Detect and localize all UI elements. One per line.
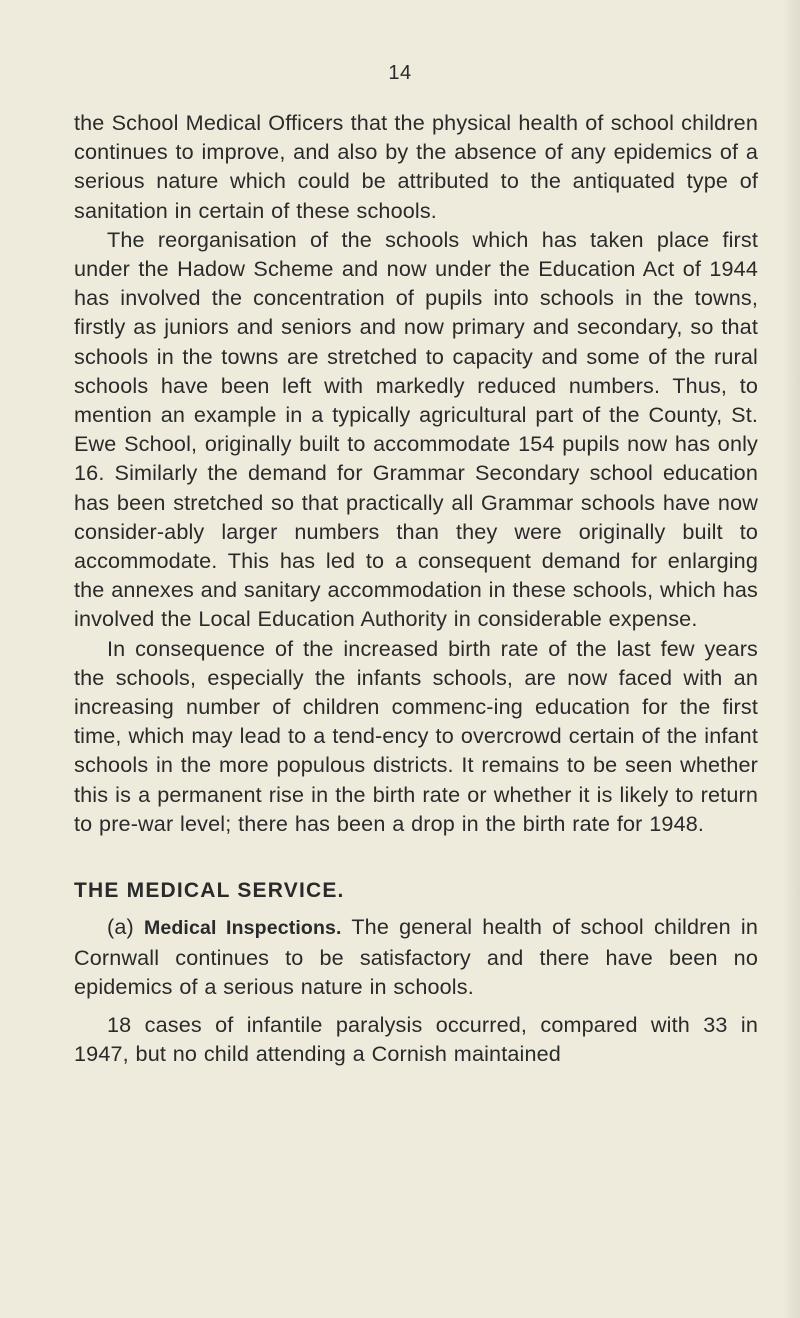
section-heading: THE MEDICAL SERVICE. <box>74 879 345 903</box>
subsection-label: (a) <box>107 914 144 940</box>
subsection-text: The general health of school children in Cornwall continues to be satisfactory and there have been no epidemics of a serious nature in schools. <box>74 914 758 1000</box>
page-edge-shadow <box>782 0 800 1318</box>
page-number: 14 <box>388 62 412 84</box>
paragraph-infantile-paralysis: 18 cases of infantile paralysis occurred, compared with 33 in 1947, but no child attending a Cornish maintained <box>74 1011 758 1066</box>
paragraph-birth-rate: In consequence of the increased birth rate of the last few years the schools, especially the infants schools, are now faced with an increasing number of children commenc-ing education for the first time, which may lead to a tend-ency to overcrowd certain of the infant schools in the more populous districts. It remains to be seen whether this is a permanent rise in the birth rate or whether it is likely to return to pre-war level; there has been a drop in the birth rate for 1948. <box>74 635 758 836</box>
paragraph-reorganisation: The reorganisation of the schools which has taken place first under the Hadow Scheme and now under the Education Act of 1944 has involved the concentration of pupils into schools in the towns, firstly as juniors and seniors and now primary and secondary, so that schools in the towns are stretched to capacity and some of the rural schools have been left with markedly reduced numbers. Thus, to mention an example in a typically agricultural part of the County, St. Ewe School, originally built to accommodate 154 pupils now has only 16. Similarly the demand for Grammar Secondary school education has been stretched so that practically all Grammar schools have now consider-ably larger numbers than they were originally built to accommodate. This has led to a consequent demand for enlarging the annexes and sanitary accommodation in these schools, which has involved the Local Education Authority in considerable expense. <box>74 226 758 632</box>
subsection-title: Medical Inspections. <box>143 917 342 940</box>
paragraph-continuation: the School Medical Officers that the physical health of school children continues to improve, and also by the absence of any epidemics of a serious nature which could be attributed to the antiquated type of sanitation in certain of these schools. <box>74 110 758 223</box>
paragraph-medical-inspections <box>74 912 758 1002</box>
page-body <box>74 108 758 1068</box>
